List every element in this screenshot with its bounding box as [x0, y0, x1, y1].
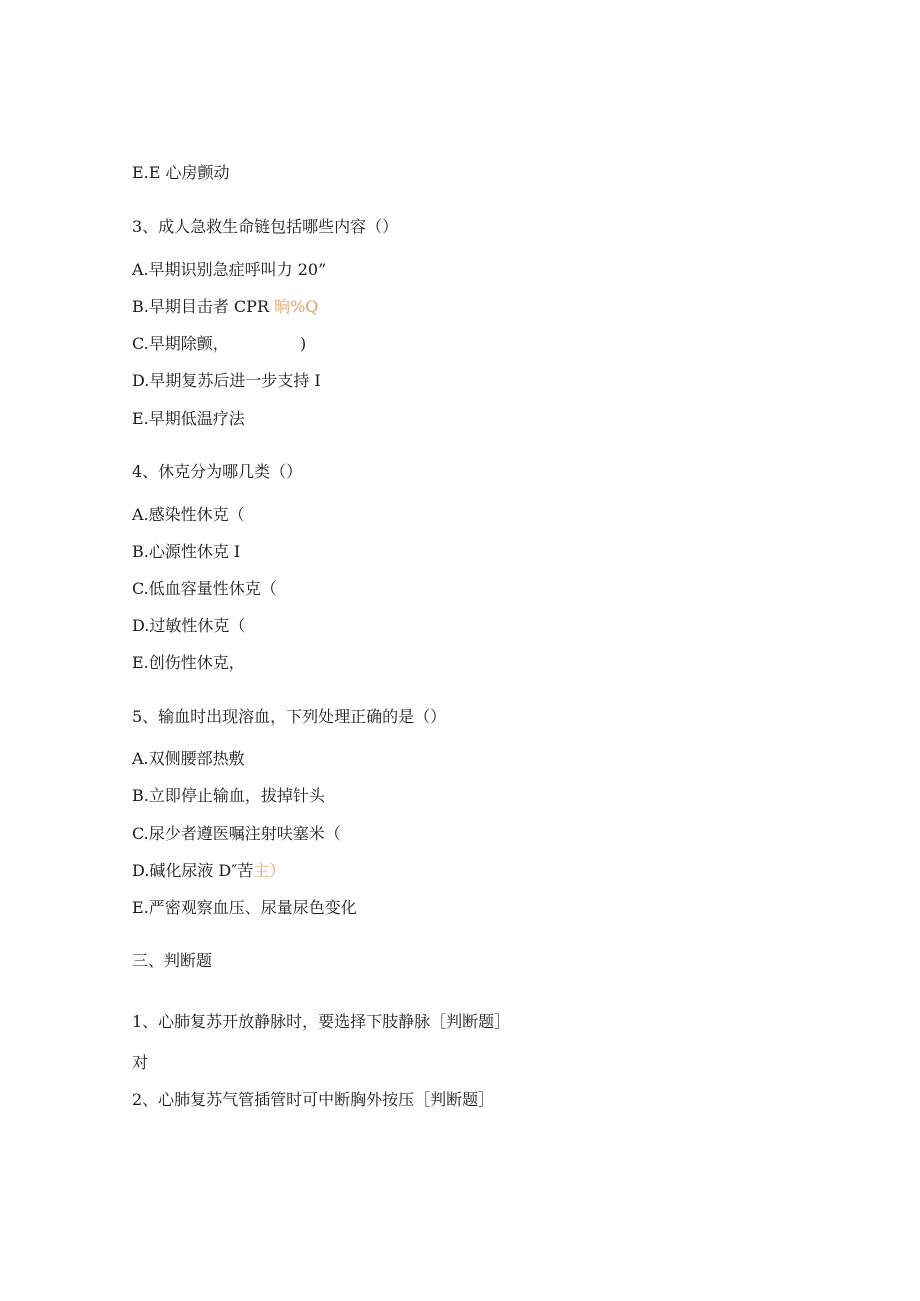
q4-option-e: E.创伤性休克， — [132, 653, 245, 672]
q3-option-d: D.早期复苏后进一步支持 I — [132, 371, 321, 390]
q3-option-b — [132, 296, 318, 318]
q3-option-e: E.早期低温疗法 — [132, 409, 245, 428]
q4-question: 4、休克分为哪几类（） — [132, 462, 303, 481]
q4-option-a: A.感染性休克（ — [132, 505, 245, 524]
q3-option-b-mark: 晌%Q — [274, 297, 319, 316]
section-3-heading: 三、判断题 — [132, 951, 213, 970]
q5-option-e: E.严密观察血压、尿量尿色变化 — [132, 898, 357, 917]
q3-option-c-tail: ) — [300, 334, 307, 353]
judgment-question-1: 1、心肺复苏开放静脉时，要选择下肢静脉［判断题］ — [132, 1012, 511, 1031]
q5-option-b: B.立即停止输血，拔掉针头 — [132, 786, 325, 805]
q3-option-c: C.早期除颤， — [132, 334, 229, 353]
q4-option-d: D.过敏性休克（ — [132, 616, 246, 635]
judgment-question-2: 2、心肺复苏气管插管时可中断胸外按压［判断题］ — [132, 1090, 495, 1109]
q5-option-d — [132, 860, 285, 882]
q5-option-d-text: D.碱化尿液 D″苦 — [132, 861, 254, 880]
q3-option-a: A.早期识别急症呼叫力 20” — [132, 260, 327, 279]
q2-option-e: E.E 心房颤动 — [132, 163, 230, 182]
q5-option-c: C.尿少者遵医嘱注射呋塞米（ — [132, 824, 341, 843]
q3-option-b-text: B.早期目击者 CPR — [132, 297, 275, 316]
q5-question: 5、输血时出现溶血，下列处理正确的是（） — [132, 707, 447, 726]
q5-option-a: A.双侧腰部热敷 — [132, 749, 245, 768]
q5-option-d-mark: 主） — [253, 861, 286, 880]
q4-option-c: C.低血容量性休克（ — [132, 579, 277, 598]
q3-question: 3、成人急救生命链包括哪些内容（） — [132, 217, 399, 236]
q4-option-b: B.心源性休克 I — [132, 542, 241, 561]
judgment-answer-1: 对 — [132, 1053, 149, 1072]
